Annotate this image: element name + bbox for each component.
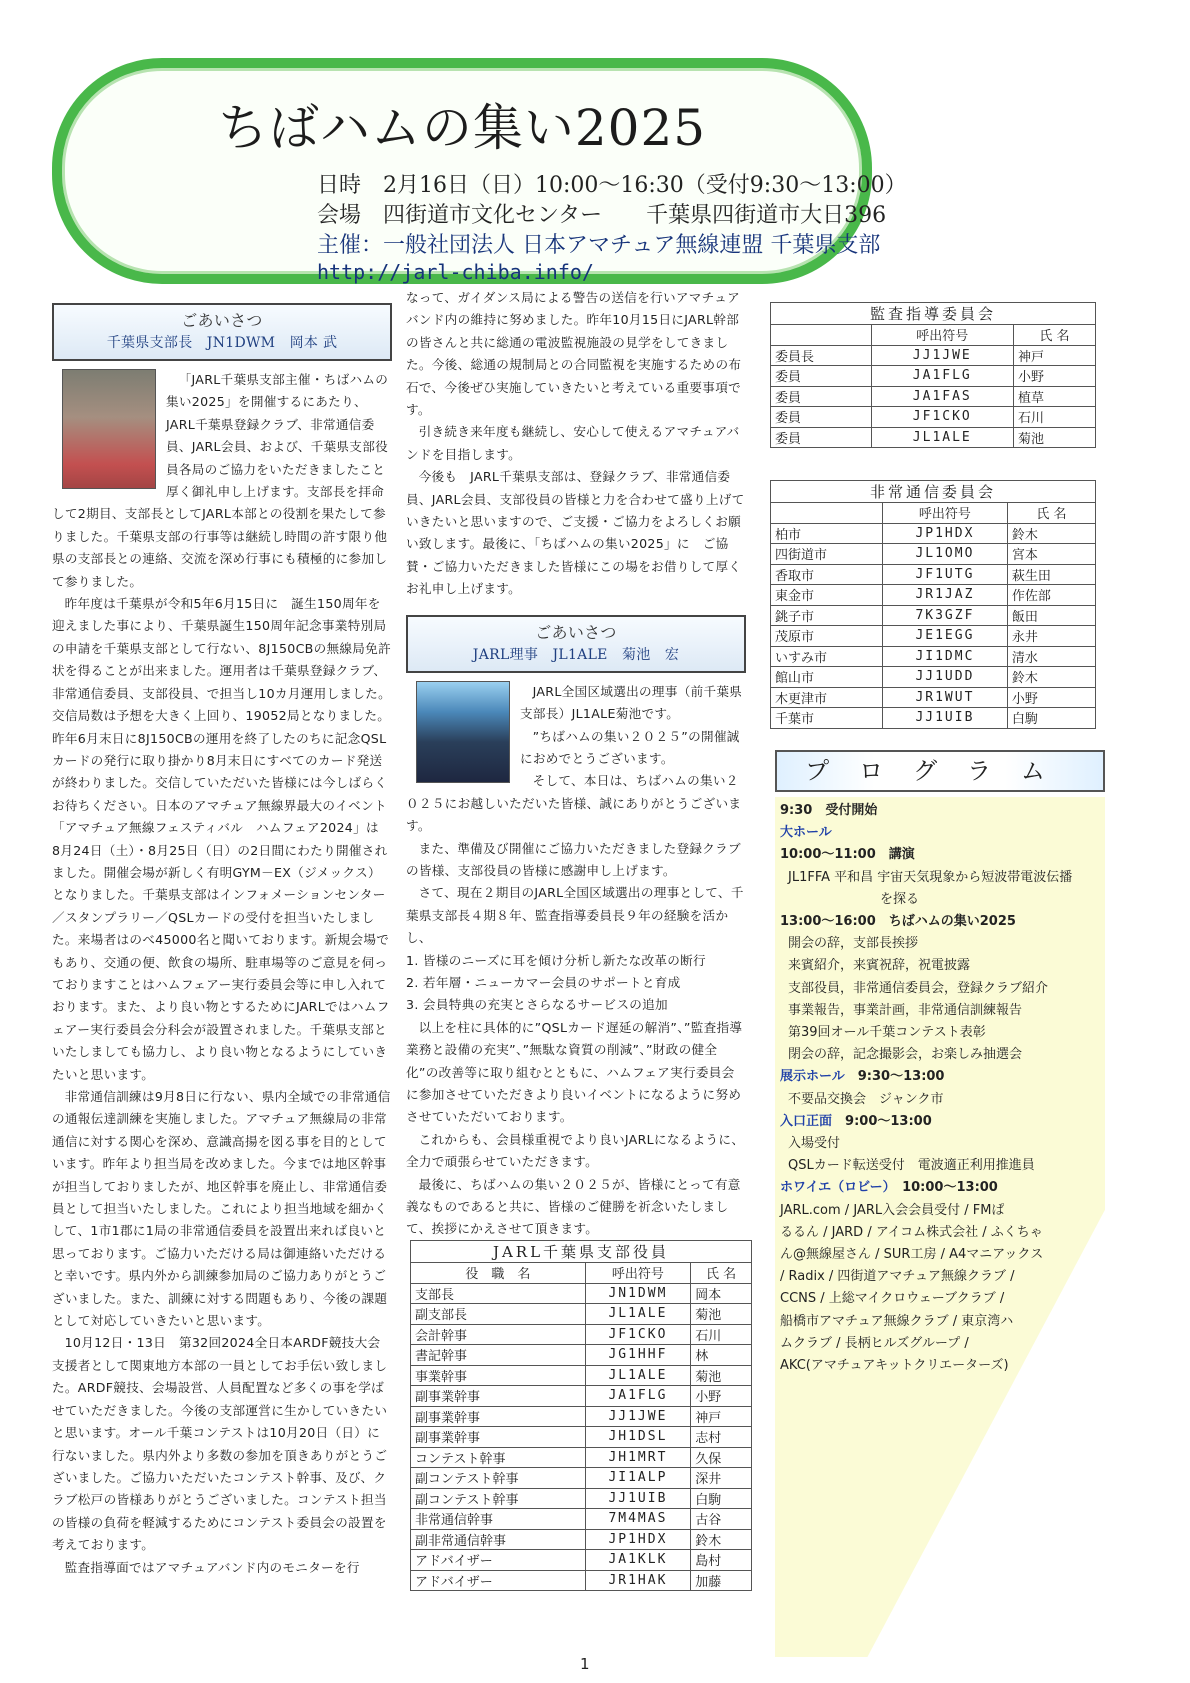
- program-line: 閉会の辞，記念撮影会，お楽しみ抽選会: [788, 1047, 1023, 1063]
- greeting1-paragraph: 「JARL千葉県支部主催・ちばハムの集い2025」を開催するにあたり、JARL千葉県登録クラブ、非常通信委員、JARL会員、および、千葉県支部役員各局のご協力をいただきましたこと厚く御礼申し上げます。支部長を拝命して2期目、支部長としてJARL本部との役割を果たして参りました。千葉県支部の行事等は継続し時間の許す限り他県の支部長との連絡、交流を深め行事にも積極的に参加して参りました。: [52, 372, 389, 589]
- greeting2-heading: [406, 615, 746, 673]
- officers-cell: 副事業幹事: [411, 1406, 586, 1427]
- emergency-row: [771, 544, 1096, 565]
- officers-cell: 副コンテスト幹事: [411, 1468, 586, 1489]
- greeting2-author: JARL理事 JL1ALE 菊池 宏: [472, 647, 680, 664]
- greeting1-paragraph: 非常通信訓練は9月8日に行ない、県内全域での非常通信の通報伝達訓練を実施しました。アマチュア無線局の非常通信に対する関心を深め、意識高揚を図る事を目的としています。昨年より担当局を改めました。今までは地区幹事が担当しておりましたが、地区幹事を廃止し、非常通信委員として担当いたしました。これにより担当地域を細かくして、1市1郡に1局の非常通信委員を設置出来れば良いと思っております。ご協力いただける局は御連絡いただけると幸いです。県内外から訓練参加局のご協力ありがとうございました。また、訓練に対する問題もあり、今後の課題として対応していきたいと思います。: [52, 1089, 391, 1329]
- header-banner: [52, 58, 907, 284]
- officers-cell: 岡本: [691, 1283, 752, 1304]
- greeting2-paragraph: JARL全国区域選出の理事（前千葉県支部長）JL1ALE菊池です。: [520, 683, 743, 722]
- portrait-photo-kikuchi: [416, 681, 510, 783]
- officers-table: [410, 1240, 752, 1591]
- greeting2-paragraph: そして、本日は、ちばハムの集い２０２５にお越しいただいた皆様、誠にありがとうございます。: [406, 773, 742, 834]
- officers-cell: JP1HDX: [585, 1529, 691, 1550]
- officers-row: [411, 1324, 752, 1345]
- program-line: 第39回オール千葉コンテスト表彰: [788, 1025, 986, 1041]
- officers-cell: JA1FLG: [585, 1386, 691, 1407]
- audit-cell: JF1CKO: [871, 407, 1013, 428]
- emergency-cell: 千葉市: [771, 708, 883, 729]
- officers-cell: 深井: [691, 1468, 752, 1489]
- emergency-cell: 東金市: [771, 585, 883, 606]
- program-line: 9:30〜13:00: [857, 1069, 945, 1085]
- emergency-cell: 鈴木: [1007, 667, 1095, 688]
- audit-row: [771, 407, 1096, 428]
- officers-cell: 久保: [691, 1447, 752, 1468]
- emergency-row: [771, 667, 1096, 688]
- officers-row: [411, 1304, 752, 1325]
- officers-row: [411, 1570, 752, 1591]
- emergency-cell: JP1HDX: [883, 523, 1008, 544]
- greeting2-title: ごあいさつ: [535, 622, 617, 642]
- emergency-committee-table: [770, 480, 1096, 729]
- officers-row: [411, 1386, 752, 1407]
- officers-cell: アドバイザー: [411, 1570, 586, 1591]
- officers-cell: 神戸: [691, 1406, 752, 1427]
- middle-paragraph: なって、ガイダンス局による警告の送信を行いアマチュアバンド内の維持に努めました。昨年10月15日にJARL幹部の皆さんと共に総通の電波監視施設の見学をしてきました。今後、総通の規制局との合同監視を実施するための布石で、今後ぜひ実施していきたいと考えている重要事項です。: [406, 290, 742, 418]
- page-title: ちばハムの集い2025: [217, 99, 707, 157]
- officers-row: [411, 1345, 752, 1366]
- greeting2-paragraph: また、準備及び開催にご協力いただきました登録クラブの皆様、支部役員の皆様に感謝申し上げます。: [406, 840, 741, 878]
- audit-row: [771, 345, 1096, 366]
- program-line: QSLカード転送受付 電波適正利用推進員: [788, 1158, 1035, 1174]
- emergency-cell: JL1OMO: [883, 544, 1008, 565]
- officers-header: 氏 名: [691, 1263, 752, 1284]
- program-line: 不要品交換会 ジャンク市: [788, 1091, 944, 1107]
- officers-cell: 加藤: [691, 1570, 752, 1591]
- officers-header: 呼出符号: [585, 1263, 691, 1284]
- emergency-cell: 作佐部: [1007, 585, 1095, 606]
- emergency-cell: 柏市: [771, 523, 883, 544]
- emergency-row: [771, 708, 1096, 729]
- officers-cell: JL1ALE: [585, 1304, 691, 1325]
- officers-cell: 林: [691, 1345, 752, 1366]
- greeting1-title: ごあいさつ: [181, 311, 263, 330]
- event-venue: 会場 四街道市文化センター 千葉県四街道市大日396: [317, 203, 887, 228]
- emergency-cell: JR1JAZ: [883, 585, 1008, 606]
- greeting-column-left: [52, 303, 392, 1579]
- officers-cell: 菊池: [691, 1365, 752, 1386]
- emergency-cell: 宮本: [1007, 544, 1095, 565]
- officers-cell: 小野: [691, 1386, 752, 1407]
- program-line: 大ホール: [780, 825, 832, 841]
- officers-cell: JL1ALE: [585, 1365, 691, 1386]
- officers-row: [411, 1427, 752, 1448]
- officers-cell: JI1ALP: [585, 1468, 691, 1489]
- emergency-cell: JI1DMC: [883, 646, 1008, 667]
- greeting2-list-item: 3. 会員特典の充実とさらなるサービスの追加: [406, 997, 668, 1013]
- officers-row: [411, 1447, 752, 1468]
- audit-row: [771, 386, 1096, 407]
- officers-cell: 会計幹事: [411, 1324, 586, 1345]
- emergency-header: 氏 名: [1007, 503, 1095, 524]
- emergency-cell: JE1EGG: [883, 626, 1008, 647]
- program-line: 9:00〜13:00: [845, 1113, 932, 1129]
- emergency-cell: 鈴木: [1007, 523, 1095, 544]
- officers-row: [411, 1365, 752, 1386]
- emergency-cell: 銚子市: [771, 605, 883, 626]
- event-date: 日時 2月16日（日）10:00〜16:30（受付9:30〜13:00）: [317, 173, 907, 198]
- audit-cell: JA1FAS: [871, 386, 1013, 407]
- program-list: [780, 800, 1100, 1377]
- emergency-cell: JR1WUT: [883, 687, 1008, 708]
- audit-cell: 植草: [1013, 386, 1095, 407]
- audit-cell: JL1ALE: [871, 427, 1013, 448]
- emergency-cell: 小野: [1007, 687, 1095, 708]
- program-line: を探る: [880, 891, 920, 907]
- officers-cell: 石川: [691, 1324, 752, 1345]
- audit-cell: 委員: [771, 407, 872, 428]
- emergency-cell: JF1UTG: [883, 564, 1008, 585]
- program-line: 事業報告，事業計画，非常通信訓練報告: [788, 1002, 1023, 1018]
- audit-cell: JA1FLG: [871, 366, 1013, 387]
- audit-row: [771, 366, 1096, 387]
- officers-cell: 副非常通信幹事: [411, 1529, 586, 1550]
- greeting1-heading: [52, 303, 392, 361]
- emergency-cell: いすみ市: [771, 646, 883, 667]
- officers-cell: 志村: [691, 1427, 752, 1448]
- greeting2-paragraph: これからも、会員様重視でより良いJARLになるように、全力で頑張らせていただきます。: [406, 1131, 745, 1170]
- emergency-row: [771, 646, 1096, 667]
- officers-cell: アドバイザー: [411, 1550, 586, 1571]
- emergency-cell: 香取市: [771, 564, 883, 585]
- program-line: / Radix / 四街道アマチュア無線クラブ /: [780, 1269, 1015, 1285]
- emergency-cell: 白駒: [1007, 708, 1095, 729]
- emergency-cell: JJ1UIB: [883, 708, 1008, 729]
- officers-cell: JN1DWM: [585, 1283, 691, 1304]
- emergency-cell: JJ1UDD: [883, 667, 1008, 688]
- officers-cell: 副事業幹事: [411, 1386, 586, 1407]
- audit-cell: 委員長: [771, 345, 872, 366]
- greeting1-paragraph: 10月12日・13日 第32回2024全日本ARDF競技大会支援者として関東地方本部の一員としてお手伝い致しました。ARDF競技、会場設営、人員配置など多くの事を学ばせていただきました。今後の支部運営に生かしていきたいと思います。オール千葉コンテストは10月20日（日）に行ないました。県内外より多数の参加を頂きありがとうございました。ご協力いただいたコンテスト幹事、及び、クラブ松戸の皆様ありがとうございました。コンテスト担当の皆様の負荷を軽減するためにコンテスト委員会の設置を考えております。: [52, 1335, 388, 1553]
- program-line: 入口正面: [780, 1113, 833, 1129]
- greeting-column-middle: [406, 287, 746, 1241]
- officers-cell: JH1MRT: [585, 1447, 691, 1468]
- program-line: ホワイエ（ロビー）: [780, 1180, 890, 1196]
- audit-cell: 石川: [1013, 407, 1095, 428]
- emergency-table-title: 非常通信委員会: [771, 481, 1096, 503]
- emergency-row: [771, 523, 1096, 544]
- program-line: CCNS / 上総マイクロウェーブクラブ /: [780, 1291, 1005, 1307]
- emergency-row: [771, 605, 1096, 626]
- audit-header: 呼出符号: [871, 325, 1013, 346]
- officers-cell: 島村: [691, 1550, 752, 1571]
- audit-cell: 委員: [771, 427, 872, 448]
- emergency-cell: 木更津市: [771, 687, 883, 708]
- officers-row: [411, 1283, 752, 1304]
- officers-row: [411, 1550, 752, 1571]
- audit-committee-table: [770, 302, 1096, 448]
- greeting2-paragraph: 最後に、ちばハムの集い２０２５が、皆様にとって有意義なものであると共に、皆様のご健勝を祈念いたしまして、挨拶にかえさせて頂きます。: [406, 1176, 741, 1237]
- page-number: 1: [580, 1655, 590, 1673]
- officers-cell: JG1HHF: [585, 1345, 691, 1366]
- program-line: ん@無線屋さん / SUR工房 / A4マニアックス: [780, 1247, 1044, 1263]
- program-line: AKC(アマチュアキットクリエーターズ): [780, 1358, 1009, 1374]
- officers-header: 役 職 名: [411, 1263, 586, 1284]
- emergency-cell: 茂原市: [771, 626, 883, 647]
- officers-table-title: JARL千葉県支部役員: [411, 1241, 752, 1263]
- event-host: 主催：一般社団法人 日本アマチュア無線連盟 千葉県支部: [317, 233, 881, 258]
- emergency-cell: 清水: [1007, 646, 1095, 667]
- officers-cell: JF1CKO: [585, 1324, 691, 1345]
- greeting1-paragraph: 監査指導面ではアマチュアバンド内のモニターを行: [64, 1559, 360, 1575]
- audit-cell: 委員: [771, 386, 872, 407]
- program-line: 支部役員，非常通信委員会，登録クラブ紹介: [788, 980, 1049, 996]
- officers-cell: JA1KLK: [585, 1550, 691, 1571]
- audit-row: [771, 427, 1096, 448]
- officers-cell: JJ1JWE: [585, 1406, 691, 1427]
- program-line: 開会の辞，支部長挨拶: [788, 936, 919, 952]
- audit-cell: 菊池: [1013, 427, 1095, 448]
- officers-cell: 白駒: [691, 1488, 752, 1509]
- program-line: 10:00〜13:00: [902, 1180, 998, 1196]
- middle-paragraph: 引き続き来年度も継続し、安心して使えるアマチュアバンドを目指します。: [406, 424, 740, 462]
- audit-cell: 小野: [1013, 366, 1095, 387]
- program-line: 9:30 受付開始: [780, 803, 878, 818]
- officers-cell: 副事業幹事: [411, 1427, 586, 1448]
- program-line: 船橋市アマチュア無線クラブ / 東京湾ハ: [780, 1313, 1014, 1329]
- greeting1-author: 千葉県支部長 JN1DWM 岡本 武: [106, 335, 338, 352]
- officers-row: [411, 1406, 752, 1427]
- program-line: 10:00〜11:00 講演: [780, 847, 915, 863]
- greeting1-paragraph: 昨年度は千葉県が令和5年6月15日に 誕生150周年を迎えました事により、千葉県誕生150周年記念事業特別局の申請を千葉県支部として行ない、8J150CBの無線局免許状を得ることが出来ました。運用者は千葉県登録クラブ、非常通信委員、支部役員、で担当し10カ月運用しました。交信局数は予想を大きく上回り、19052局となりました。昨年6月末日に8J150CBの運用を終了したのちに記念QSLカードの発行に取り掛かり8月末日にすべてのカード発送が終わりました。交信していただいた皆様には今しばらくお待ちください。日本のアマチュア無線界最大のイベント「アマチュア無線フェスティバル ハムフェア2024」は 8月24日（土）・8月25日（日）の2日間にわたり開催されました。開催会場が新しく有明GYM－EX（ジメックス）となりました。千葉県支部はインフォメーションセンター／スタンプラリー／QSLカードの受付を担当いたしました。来場者はのべ45000名と聞いております。新規会場でもあり、交通の便、飲食の場所、駐車場等のご意見を伺っておりますことはハムフェアー実行委員会等に申し入れております。また、より良い物とするためにJARLではハムフェアー実行委員会分科会が設置されました。千葉県支部といたしましても協力し、より良い物となるようにしていきたいと思います。: [52, 596, 392, 1082]
- officers-row: [411, 1529, 752, 1550]
- emergency-row: [771, 585, 1096, 606]
- program-line: るるん / JARD / アイコム株式会社 / ふくちゃ: [780, 1224, 1043, 1240]
- officers-row: [411, 1509, 752, 1530]
- officers-cell: 支部長: [411, 1283, 586, 1304]
- greeting2-paragraph: 以上を柱に具体的に”QSLカード遅延の解消”、”監査指導業務と設備の充実”、”無駄な資質の削減”、”財政の健全化”の改善等に取り組むとともに、ハムフェア実行委員会に参加させていただきより良いイベントになるように努めさせていただいております。: [406, 1019, 743, 1125]
- audit-header: [771, 325, 872, 346]
- program-line: 入場受付: [788, 1136, 841, 1152]
- program-line: JL1FFA 平和昌 宇宙天気現象から短波帯電波伝播: [788, 869, 1073, 885]
- event-url-link[interactable]: http://jarl-chiba.info/: [317, 260, 594, 284]
- audit-cell: JJ1JWE: [871, 345, 1013, 366]
- officers-cell: 副コンテスト幹事: [411, 1488, 586, 1509]
- officers-row: [411, 1468, 752, 1489]
- officers-cell: 書記幹事: [411, 1345, 586, 1366]
- audit-table-title: 監査指導委員会: [771, 303, 1096, 325]
- emergency-cell: 永井: [1007, 626, 1095, 647]
- officers-cell: JJ1UIB: [585, 1488, 691, 1509]
- program-heading: プログラム: [775, 750, 1105, 792]
- officers-cell: 非常通信幹事: [411, 1509, 586, 1530]
- emergency-cell: 飯田: [1007, 605, 1095, 626]
- middle-paragraph: 今後も JARL千葉県支部は、登録クラブ、非常通信委員、JARL会員、支部役員の皆様と力を合わせて盛り上げていきたいと思いますので、ご支援・ご協力をよろしくお願い致します。最後に、「ちばハムの集い2025」に ご協賛・ご協力いただきました皆様にこの場をお借りして厚くお礼申し上げます。: [406, 469, 745, 597]
- emergency-cell: 館山市: [771, 667, 883, 688]
- audit-cell: 神戸: [1013, 345, 1095, 366]
- audit-cell: 委員: [771, 366, 872, 387]
- officers-cell: 事業幹事: [411, 1365, 586, 1386]
- officers-cell: 副支部長: [411, 1304, 586, 1325]
- officers-cell: 7M4MAS: [585, 1509, 691, 1530]
- audit-header: 氏 名: [1013, 325, 1095, 346]
- greeting2-paragraph: さて、現在２期目のJARL全国区域選出の理事として、千葉県支部長４期８年、監査指導委員長９年の経験を活かし、: [406, 885, 744, 946]
- officers-cell: 古谷: [691, 1509, 752, 1530]
- program-line: JARL.com / JARL入会会員受付 / FMぱ: [780, 1202, 1005, 1218]
- greeting2-list-item: 1. 皆様のニーズに耳を傾け分析し新たな改革の断行: [406, 952, 706, 968]
- officers-row: [411, 1488, 752, 1509]
- emergency-row: [771, 626, 1096, 647]
- emergency-cell: 萩生田: [1007, 564, 1095, 585]
- emergency-cell: 7K3GZF: [883, 605, 1008, 626]
- portrait-photo-okamoto: [62, 369, 156, 489]
- program-line: ムクラブ / 長柄ヒルズグループ /: [780, 1335, 969, 1351]
- officers-cell: 菊池: [691, 1304, 752, 1325]
- greeting2-paragraph: ”ちばハムの集い２０２５”の開催誠におめでとうございます。: [520, 728, 740, 766]
- program-line: 13:00〜16:00 ちばハムの集い2025: [780, 914, 1016, 930]
- emergency-header: 呼出符号: [883, 503, 1008, 524]
- emergency-cell: 四街道市: [771, 544, 883, 565]
- emergency-header: [771, 503, 883, 524]
- program-line: 来賓紹介，来賓祝辞，祝電披露: [788, 958, 971, 974]
- program-line: 展示ホール: [780, 1069, 845, 1085]
- officers-cell: コンテスト幹事: [411, 1447, 586, 1468]
- emergency-row: [771, 687, 1096, 708]
- officers-cell: JH1DSL: [585, 1427, 691, 1448]
- emergency-row: [771, 564, 1096, 585]
- officers-cell: JR1HAK: [585, 1570, 691, 1591]
- officers-cell: 鈴木: [691, 1529, 752, 1550]
- greeting2-list-item: 2. 若年層・ニューカマー会員のサポートと育成: [406, 974, 681, 990]
